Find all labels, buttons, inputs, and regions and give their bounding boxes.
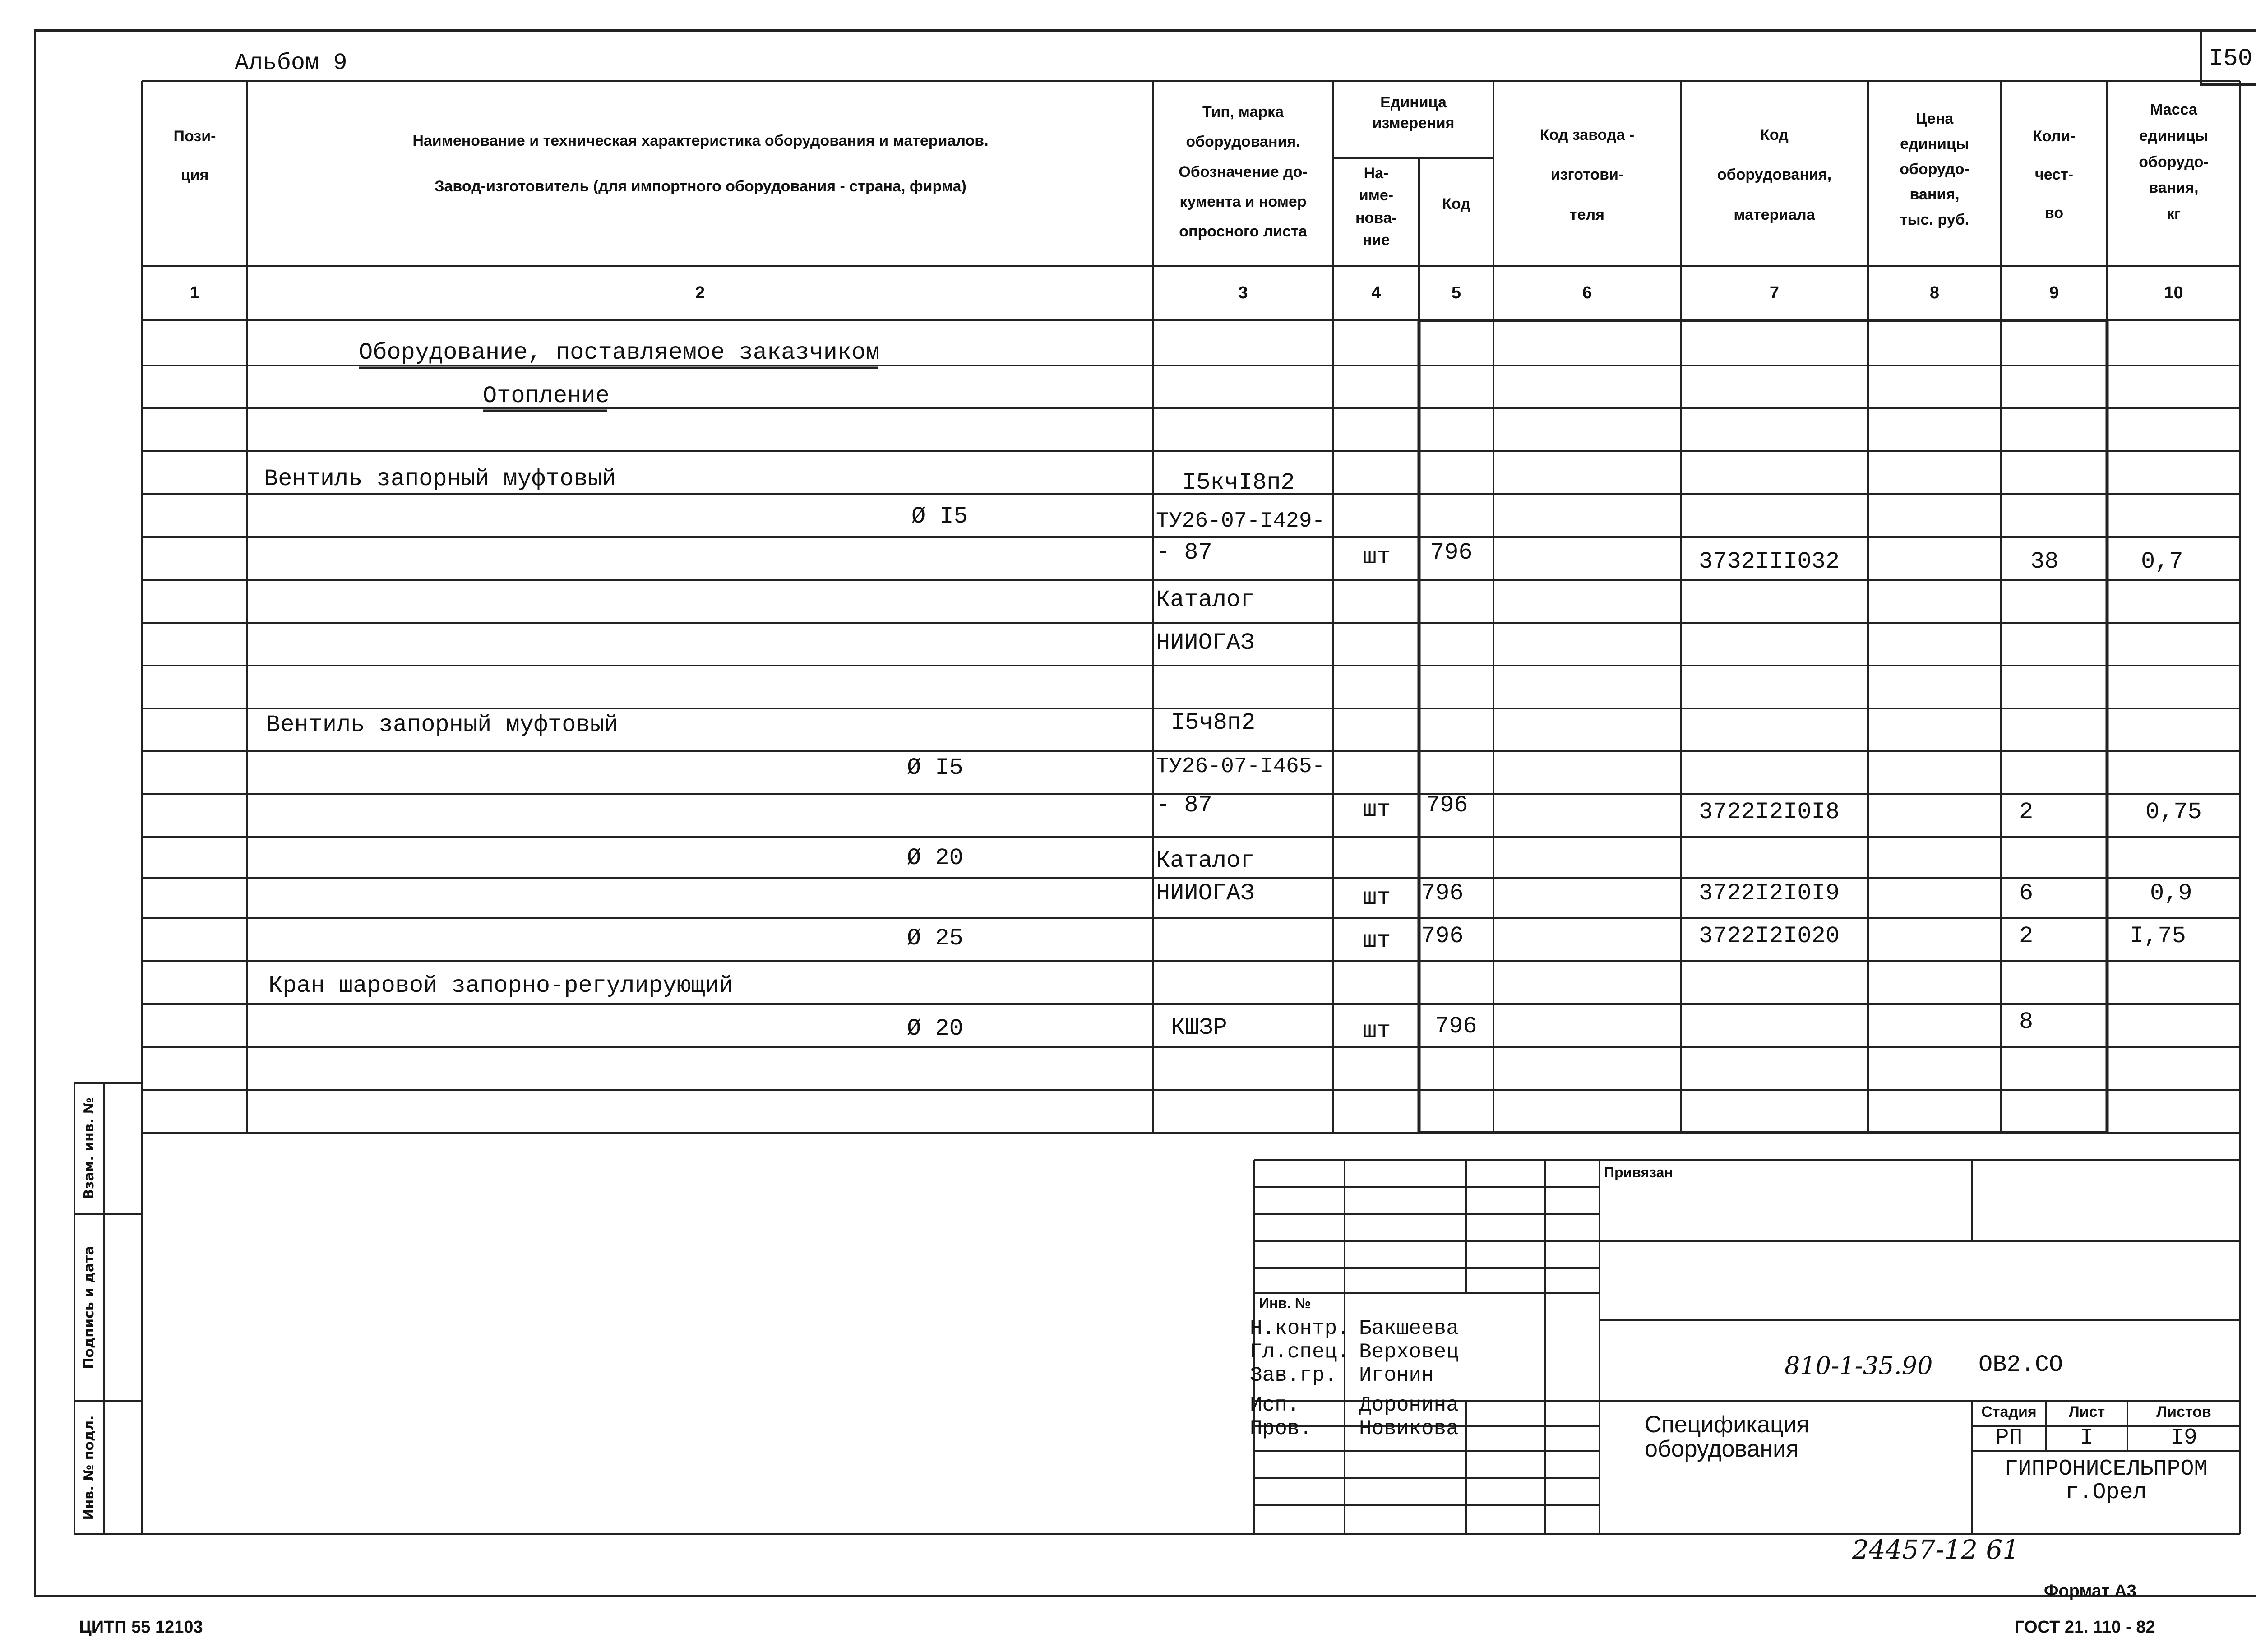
item3-dn: Ø 20: [907, 1015, 963, 1042]
inv-label: Инв. №: [1259, 1295, 1311, 1311]
side-stamp-vzam-inv: Взам. инв. №: [81, 1097, 97, 1199]
col-num-4: 4: [1371, 283, 1381, 302]
sheet-header: Лист: [2068, 1403, 2105, 1421]
item2c-dn: Ø 25: [907, 925, 963, 952]
item2b-qty: 6: [2019, 880, 2034, 907]
item1-code: 796: [1430, 539, 1473, 566]
gost-label: ГОСТ 21. 110 - 82: [2015, 1618, 2155, 1637]
item2-code: 796: [1426, 792, 1468, 819]
col-num-6: 6: [1582, 283, 1592, 302]
item3-code: 796: [1435, 1013, 1477, 1040]
ctip-label: ЦИТП 55 12103: [79, 1618, 203, 1637]
item3-name: Кран шаровой запорно-регулирующий: [268, 972, 733, 999]
item2b-catalog: Каталог: [1156, 847, 1255, 874]
item2-unit: шт: [1363, 796, 1391, 823]
header-unit: Единица измерения: [1372, 94, 1455, 132]
item2c-mass: I,75: [2130, 923, 2186, 949]
item1-name: Вентиль запорный муфтовый: [264, 466, 616, 492]
sheet-value: I: [2080, 1425, 2094, 1451]
sheets-value: I9: [2170, 1425, 2197, 1451]
item3-unit: шт: [1363, 1018, 1391, 1044]
header-position: Пози- ция: [173, 128, 216, 184]
col-num-7: 7: [1769, 283, 1780, 302]
item1-catalog: Каталог: [1156, 587, 1255, 613]
item3-qty: 8: [2019, 1009, 2034, 1035]
item1-tu2: - 87: [1156, 539, 1212, 566]
col-num-3: 3: [1238, 283, 1248, 302]
format-label: Формат А3: [2044, 1582, 2136, 1601]
item2-tu: ТУ26-07-I465-: [1156, 754, 1325, 779]
item2b-catalog2: НИИОГАЗ: [1156, 880, 1255, 907]
item2b-matcode: 3722I2I0I9: [1699, 880, 1840, 907]
album-label: Альбом 9: [235, 50, 347, 76]
item2-matcode: 3722I2I0I8: [1699, 799, 1840, 825]
item2c-unit: шт: [1363, 927, 1391, 954]
header-name: Наименование и техническая характеристика оборудования и материалов. Завод-изготовитель (для импортного оборудования - страна, фирма): [412, 132, 989, 195]
privyazan-label: Привязан: [1604, 1164, 1673, 1180]
header-mass: Масса единицы оборудо- вания, кг: [2139, 101, 2209, 223]
item1-tu: ТУ26-07-I429-: [1156, 509, 1325, 533]
item1-matcode: 3732III032: [1699, 548, 1840, 575]
item1-qty: 38: [2030, 548, 2059, 575]
names-list: Бакшеева Верховец Игонин Доронина Новикова: [1359, 1317, 1459, 1440]
item1-dn: Ø I5: [911, 503, 968, 530]
item1-type: I5кчI8п2: [1182, 469, 1295, 496]
col-num-1: 1: [190, 283, 200, 302]
header-price: Цена единицы оборудо- вания, тыс. руб.: [1900, 110, 1969, 229]
item1-mass: 0,7: [2141, 548, 2183, 575]
handwritten-number: 24457-12 61: [1852, 1534, 2020, 1565]
header-type: Тип, марка оборудования. Обозначение до- кумента и номер опросного листа: [1179, 103, 1308, 241]
col-num-10: 10: [2164, 283, 2183, 302]
item2-tu2: - 87: [1156, 792, 1212, 819]
side-stamp-signature-date: Подпись и дата: [81, 1246, 97, 1369]
item2b-dn: Ø 20: [907, 845, 963, 871]
col-num-2: 2: [695, 283, 705, 302]
doc-number: 810-1-35.90: [1784, 1351, 1933, 1380]
item2c-code: 796: [1421, 923, 1464, 949]
col-num-8: 8: [1929, 283, 1940, 302]
roles-list: Н.контр. Гл.спец. Зав.гр. Исп. Пров.: [1250, 1317, 1350, 1440]
header-material-code: Код оборудования, материала: [1717, 126, 1832, 223]
col-num-9: 9: [2049, 283, 2059, 302]
col-num-5: 5: [1451, 283, 1461, 302]
item2b-unit: шт: [1363, 884, 1391, 911]
item1-catalog2: НИИОГАЗ: [1156, 629, 1255, 656]
item2b-mass: 0,9: [2150, 880, 2192, 907]
item2c-qty: 2: [2019, 923, 2034, 949]
item2b-code: 796: [1421, 880, 1464, 907]
header-plant-code: Код завода - изготови- теля: [1539, 126, 1635, 223]
item3-type: КШЗР: [1171, 1014, 1227, 1041]
item2-name: Вентиль запорный муфтовый: [266, 712, 619, 738]
stage-value: РП: [1995, 1425, 2023, 1451]
item2-mass: 0,75: [2145, 799, 2202, 825]
organization: ГИПРОНИСЕЛЬПРОМ г.Орел: [2004, 1456, 2208, 1505]
header-qty: Коли- чест- во: [2033, 128, 2076, 222]
item2-qty: 2: [2019, 799, 2034, 825]
item1-unit: шт: [1363, 544, 1391, 570]
section-title: Оборудование, поставляемое заказчиком: [359, 339, 880, 366]
sheets-header: Листов: [2156, 1403, 2211, 1421]
header-unit-name: На- име- нова- ние: [1355, 165, 1397, 249]
item2-dn: Ø I5: [907, 754, 963, 781]
item2-type: I5ч8п2: [1171, 709, 1256, 736]
page-number: I50: [2209, 45, 2253, 73]
side-stamp-inv-podl: Инв. № подл.: [81, 1415, 97, 1520]
stage-header: Стадия: [1981, 1403, 2037, 1421]
subsection-title: Отопление: [483, 383, 610, 409]
header-unit-code: Код: [1442, 195, 1470, 213]
item2c-matcode: 3722I2I020: [1699, 923, 1840, 949]
doc-code: ОВ2.СО: [1979, 1351, 2063, 1378]
doc-title: Спецификация оборудования: [1645, 1411, 1810, 1462]
